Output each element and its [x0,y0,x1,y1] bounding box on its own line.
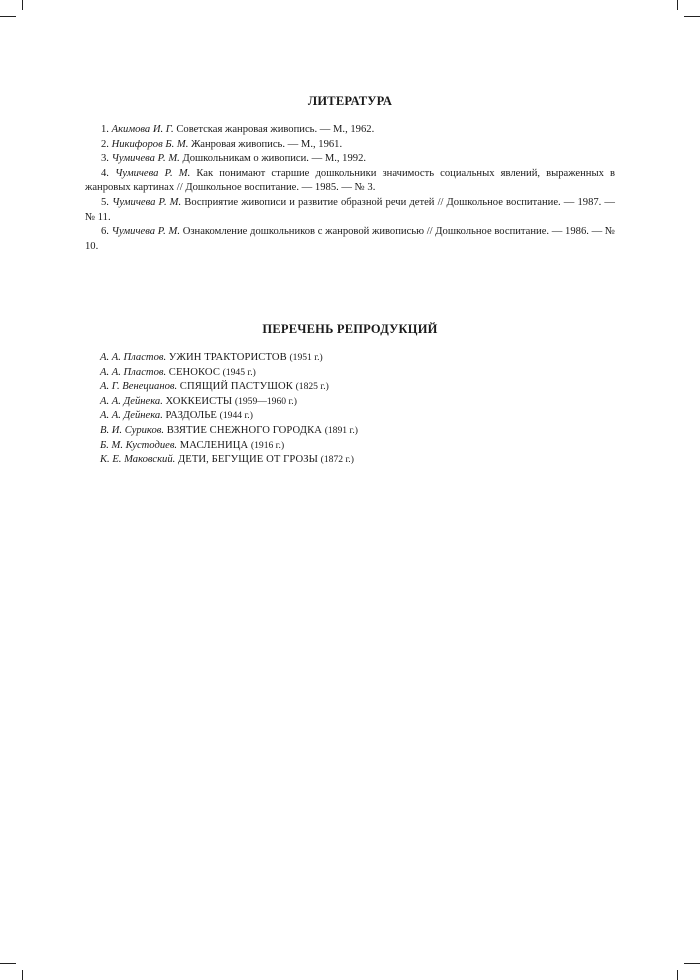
literature-heading: ЛИТЕРАТУРА [307,94,393,108]
reproduction-year: (1959—1960 г.) [234,395,297,407]
entry-text: Ознакомление дошкольников с жанровой живописью // Дошкольное воспитание. — 1986. — № 10. [85,226,616,252]
crop-mark-bottom-left-h [0,963,16,964]
reproduction-item [100,409,600,424]
reproduction-title: УЖИН ТРАКТОРИСТОВ [168,352,287,363]
crop-mark-bottom-right-h [684,963,700,964]
reproduction-title: ХОККЕИСТЫ [165,395,233,407]
literature-entry [85,196,615,225]
entry-author: Чумичева Р. М. [112,196,182,208]
entry-text: Советская жанровая живопись. — М., 1962. [176,124,375,135]
crop-mark-bottom-left-v [22,970,23,980]
entry-text: Дошкольникам о живописи. — М., 1992. [182,153,367,165]
reproduction-title: ДЕТИ, БЕГУЩИЕ ОТ ГРОЗЫ [177,454,319,466]
literature-entry [85,123,615,138]
reproduction-year: (1944 г.) [219,410,253,422]
reproduction-title: СЕНОКОС [168,366,220,378]
entry-text: Восприятие живописи и развитие образной речи детей // Дошкольное воспитание. — 1987. — № 11. [85,196,616,223]
reproduction-year: (1951 г.) [289,352,323,363]
crop-mark-top-left-v [22,0,23,10]
reproduction-author: В. И. Суриков. [100,424,165,436]
literature-entry [85,152,615,167]
reproduction-year: (1891 г.) [324,424,358,436]
entry-author: Никифоров Б. М. [111,138,189,150]
literature-entry [85,225,615,254]
reproduction-year: (1872 г.) [320,454,354,466]
reproduction-item [100,366,600,381]
reproduction-title: МАСЛЕНИЦА [179,439,249,451]
literature-entry [85,138,615,153]
entry-number: 6. [101,226,109,238]
entry-text: Как понимают старшие дошкольники значимость социальных явлений, выраженных в жанровых картинах // Дошкольное воспитание. — 1985. — № 3. [85,167,615,194]
crop-mark-top-left-h [0,16,16,17]
crop-mark-bottom-right-v [677,970,678,980]
literature-list [85,123,615,254]
reproduction-item [100,351,600,366]
reproduction-item [100,453,600,468]
reproduction-author: А. А. Дейнека. [100,410,163,422]
entry-author: Чумичева Р. М. [111,226,180,238]
reproduction-title: СПЯЩИЙ ПАСТУШОК [179,381,293,393]
reproduction-author: А. А. Пластов. [100,352,167,363]
entry-number: 5. [101,196,109,208]
entry-number: 2. [101,138,109,150]
entry-author: Чумичева Р. М. [115,167,191,179]
entry-author: Чумичева Р. М. [111,153,180,165]
reproduction-year: (1825 г.) [295,381,329,393]
entry-number: 4. [101,167,109,179]
entry-text: Жанровая живопись. — М., 1961. [191,138,343,150]
reproduction-year: (1916 г.) [250,439,285,451]
literature-entry [85,167,615,196]
reproductions-heading: ПЕРЕЧЕНЬ РЕПРОДУКЦИЙ [262,322,438,336]
reproduction-item [100,395,600,410]
reproduction-title: ВЗЯТИЕ СНЕЖНОГО ГОРОДКА [166,424,323,436]
reproduction-author: А. Г. Венецианов. [100,381,178,393]
reproduction-author: К. Е. Маковский. [100,454,176,466]
reproduction-title: РАЗДОЛЬЕ [165,410,218,422]
crop-mark-top-right-h [684,16,700,17]
reproduction-year: (1945 г.) [222,366,256,378]
reproduction-author: А. А. Дейнека. [100,395,163,407]
reproduction-item [100,439,600,454]
crop-mark-top-right-v [677,0,678,10]
reproduction-author: Б. М. Кустодиев. [100,439,178,451]
entry-number: 3. [101,153,109,165]
entry-number: 1. [101,124,109,135]
reproduction-item [100,424,600,439]
reproduction-item [100,380,600,395]
reproductions-list [100,351,600,468]
reproduction-author: А. А. Пластов. [100,366,167,378]
entry-author: Акимова И. Г. [111,124,174,135]
